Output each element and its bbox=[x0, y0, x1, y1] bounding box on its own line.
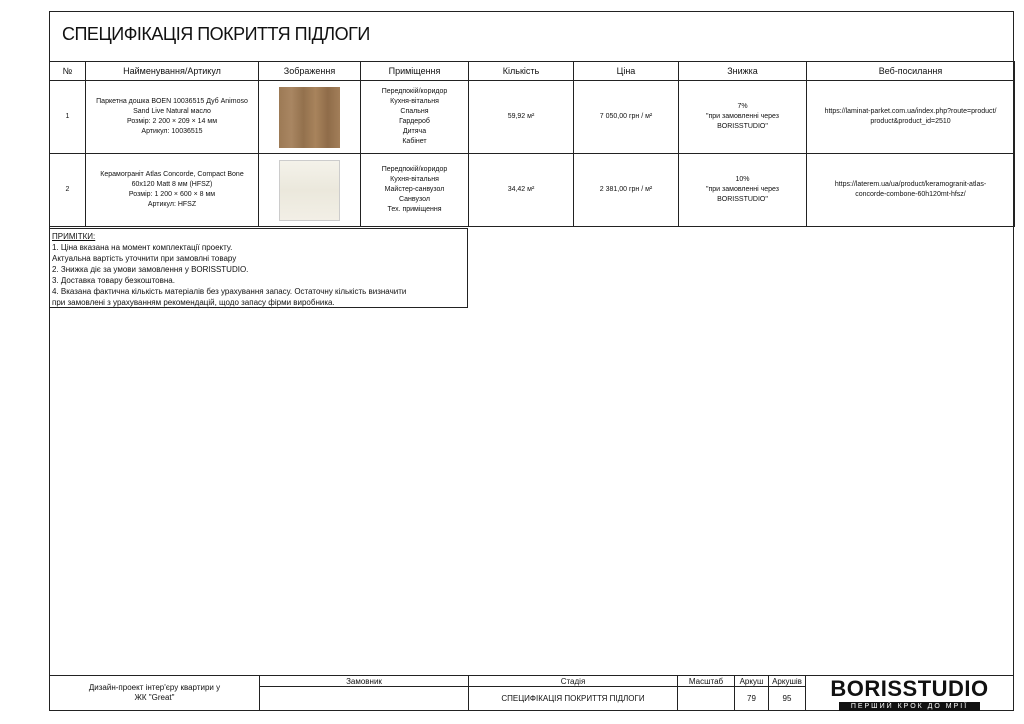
scale-value bbox=[677, 686, 735, 711]
stage-label: Стадія bbox=[468, 675, 678, 687]
room-item: Спальня bbox=[400, 108, 429, 115]
project-name-cell bbox=[49, 675, 260, 711]
col-header-image: Зображення bbox=[259, 62, 361, 81]
price-cell: 7 050,00 грн / м² bbox=[574, 81, 679, 154]
client-label: Замовник bbox=[259, 675, 469, 687]
room-item: Передпокій/коридор bbox=[381, 166, 448, 173]
stage-value: СПЕЦИФІКАЦІЯ ПОКРИТТЯ ПІДЛОГИ bbox=[468, 686, 678, 711]
note-line: Актуальна вартість уточнити при замовлні товару bbox=[52, 254, 237, 263]
link-cell[interactable] bbox=[807, 81, 1015, 154]
discount-value: 7% bbox=[737, 103, 748, 110]
sheets-label: Аркушів bbox=[768, 675, 806, 687]
col-header-discount: Знижка bbox=[679, 62, 807, 81]
discount-note: "при замовленні через bbox=[706, 186, 779, 193]
product-article: Артикул: 10036515 bbox=[141, 128, 203, 135]
product-size: Розмір: 2 200 × 209 × 14 мм bbox=[126, 118, 218, 125]
room-item: Майстер-санвузол bbox=[384, 186, 445, 193]
notes-heading: ПРИМІТКИ: bbox=[52, 232, 96, 241]
studio-slogan: ПЕРШИЙ КРОК ДО МРІЇ bbox=[839, 702, 980, 711]
col-header-price: Ціна bbox=[574, 62, 679, 81]
discount-note: BORISSTUDIO" bbox=[717, 196, 768, 203]
room-item: Санвузол bbox=[399, 196, 430, 203]
product-name-line: 60x120 Matt 8 мм (HFSZ) bbox=[131, 181, 213, 188]
row-number: 1 bbox=[50, 81, 86, 154]
note-line: при замовлені з урахуванням рекомендацій, щодо запасу фірми виробника. bbox=[52, 298, 335, 307]
note-line: 1. Ціна вказана на момент комплектації проекту. bbox=[52, 243, 233, 252]
room-item: Тех. приміщення bbox=[387, 206, 442, 213]
title-block bbox=[49, 675, 1014, 711]
note-line: 4. Вказана фактична кількість матеріалів без урахування запасу. Остаточну кількість визначити bbox=[52, 287, 407, 296]
discount-note: "при замовленні через bbox=[706, 113, 779, 120]
web-link[interactable]: https://laterem.ua/ua/product/keramogranit-atlas- bbox=[834, 181, 987, 188]
web-link[interactable]: https://laminat-parket.com.ua/index.php?route=product/ bbox=[824, 108, 997, 115]
room-item: Передпокій/коридор bbox=[381, 88, 448, 95]
product-size: Розмір: 1 200 × 600 × 8 мм bbox=[128, 191, 216, 198]
col-header-rooms: Приміщення bbox=[361, 62, 469, 81]
room-item: Кабінет bbox=[402, 138, 427, 145]
col-header-link: Веб-посилання bbox=[807, 62, 1015, 81]
discount-cell bbox=[679, 154, 807, 227]
scale-label: Масштаб bbox=[677, 675, 735, 687]
web-link[interactable]: product&product_id=2510 bbox=[870, 118, 951, 125]
client-value bbox=[259, 686, 469, 711]
price-cell: 2 381,00 грн / м² bbox=[574, 154, 679, 227]
page-title: СПЕЦИФІКАЦІЯ ПОКРИТТЯ ПІДЛОГИ bbox=[62, 24, 370, 44]
room-item: Дитяча bbox=[402, 128, 427, 135]
discount-cell bbox=[679, 81, 807, 154]
product-image-cell bbox=[259, 81, 361, 154]
product-image-cell bbox=[259, 154, 361, 227]
project-name-line: ЖК "Great" bbox=[134, 693, 175, 702]
col-header-number: № bbox=[50, 62, 86, 81]
product-name-line: Sand Live Natural масло bbox=[133, 108, 211, 115]
row-number: 2 bbox=[50, 154, 86, 227]
studio-logo: BORISSTUDIO bbox=[830, 675, 989, 701]
note-line: 3. Доставка товару безкоштовна. bbox=[52, 276, 175, 285]
notes-box bbox=[49, 228, 468, 308]
product-name-line: Паркетна дошка BOEN 10036515 Дуб Animoso bbox=[96, 98, 248, 105]
rooms-cell bbox=[361, 81, 469, 154]
sheets-value: 95 bbox=[768, 686, 806, 711]
product-article: Артикул: HFSZ bbox=[147, 201, 197, 208]
note-line: 2. Знижка діє за умови замовлення у BORISSTUDIO. bbox=[52, 265, 249, 274]
wood-swatch-image bbox=[279, 87, 340, 148]
web-link[interactable]: concorde-combone-60h120mt-hfsz/ bbox=[855, 191, 966, 198]
quantity-cell: 34,42 м² bbox=[469, 154, 574, 227]
product-name bbox=[86, 154, 259, 227]
table-header-row bbox=[50, 62, 1015, 81]
discount-note: BORISSTUDIO" bbox=[717, 123, 768, 130]
project-name-line: Дизайн-проект інтер'єру квартири у bbox=[88, 683, 221, 692]
table-row bbox=[50, 154, 1015, 227]
rooms-cell bbox=[361, 154, 469, 227]
product-name bbox=[86, 81, 259, 154]
col-header-name: Найменування/Артикул bbox=[86, 62, 259, 81]
specification-table bbox=[49, 61, 1015, 227]
room-item: Кухня-вітальня bbox=[390, 98, 439, 105]
table-row bbox=[50, 81, 1015, 154]
room-item: Гардероб bbox=[399, 118, 430, 125]
sheet-value: 79 bbox=[734, 686, 769, 711]
stone-swatch-image bbox=[279, 160, 340, 221]
quantity-cell: 59,92 м² bbox=[469, 81, 574, 154]
room-item: Кухня-вітальня bbox=[390, 176, 439, 183]
discount-value: 10% bbox=[735, 176, 750, 183]
logo-cell bbox=[805, 675, 1014, 711]
sheet-label: Аркуш bbox=[734, 675, 769, 687]
product-name-line: Керамограніт Atlas Concorde, Compact Bone bbox=[100, 171, 244, 178]
col-header-quantity: Кількість bbox=[469, 62, 574, 81]
link-cell[interactable] bbox=[807, 154, 1015, 227]
